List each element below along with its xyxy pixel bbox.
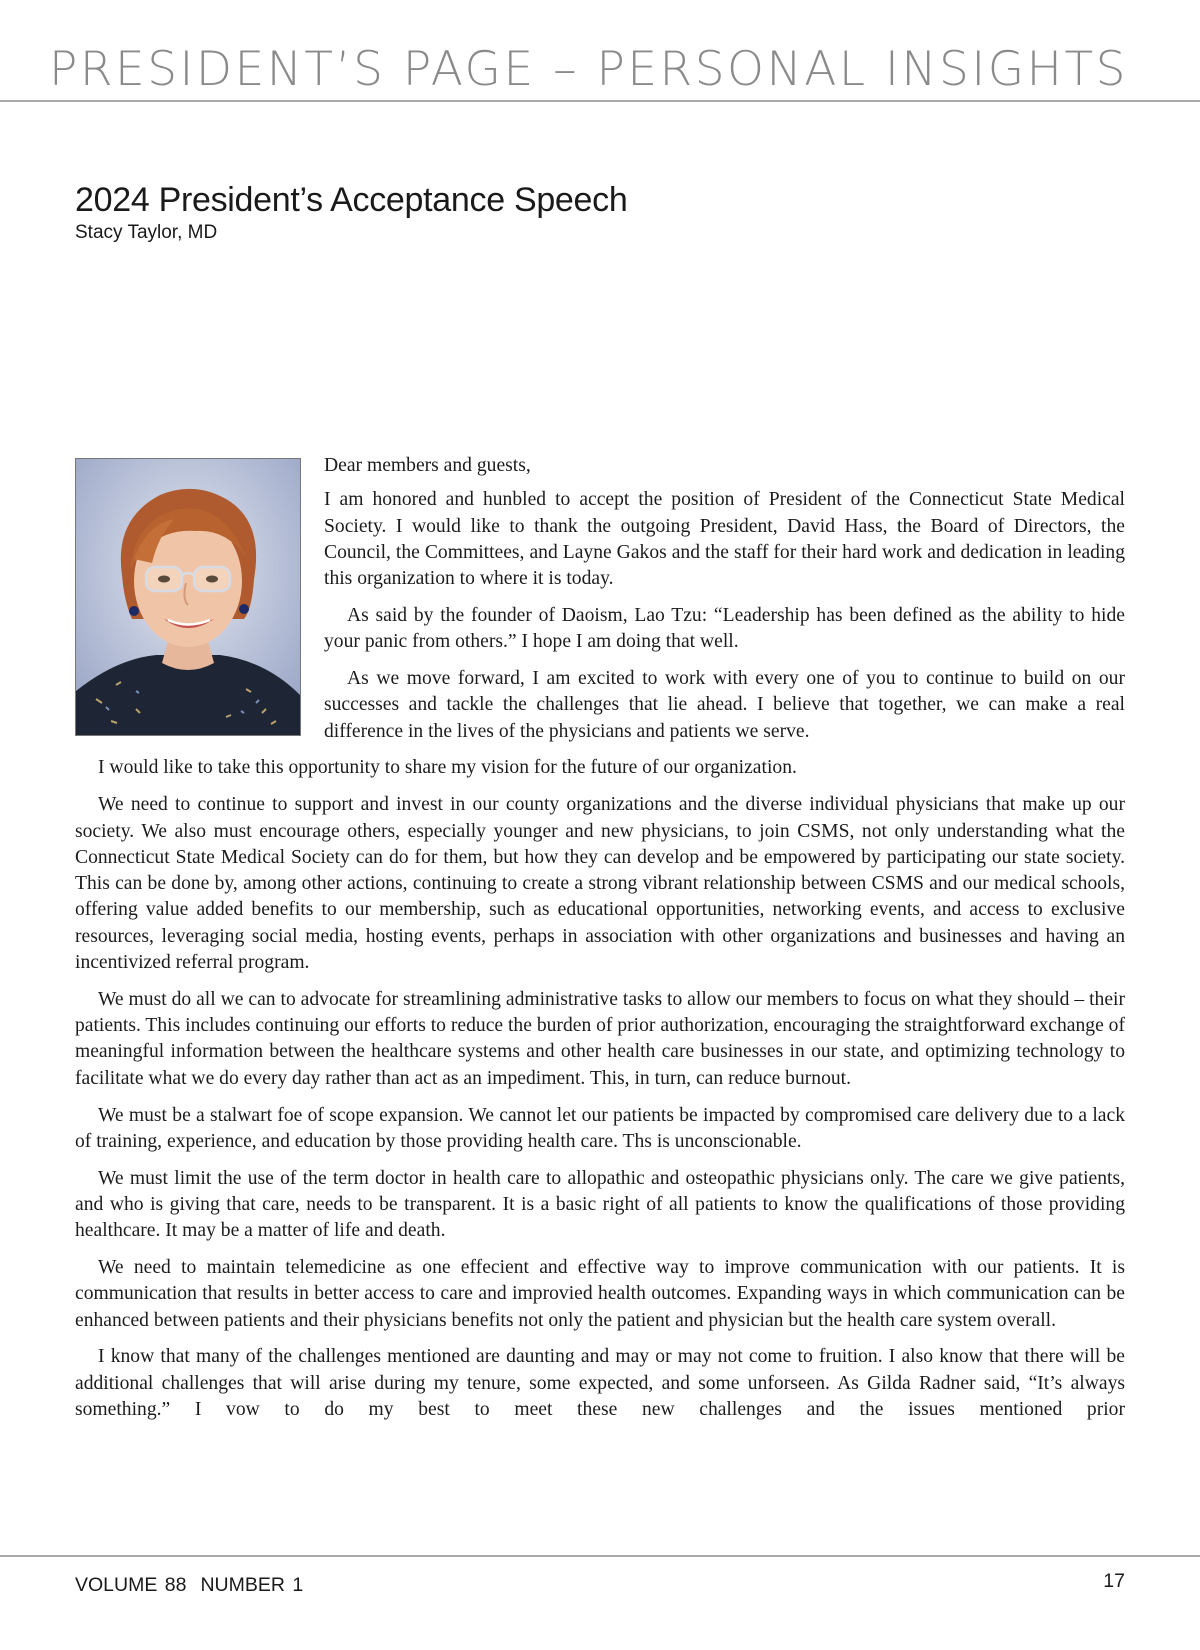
paragraph: We must limit the use of the term doctor in health care to allopathic and osteopathic physicians only. The care we give patients, and who is giving that care, needs to be transparent. It is a basic right of all patients to know the qualifications of those providing healthcare. It may be a matter of life and death. (75, 1167, 1125, 1242)
paragraph: I would like to take this opportunity to share my vision for the future of our organization. (98, 757, 797, 779)
paragraph: I know that many of the challenges mentioned are daunting and may or may not come to fruition. I also know that there will be additional challenges that will arise during my tenure, some expected, and some unforseen. As Gilda Radner said, “It’s always something.” I vow to do my best to meet these new challenges and the issues mentioned prior (75, 1346, 1125, 1420)
photo-spacer (75, 453, 324, 747)
paragraph: As said by the founder of Daoism, Lao Tzu: “Leadership has been defined as the ability to hide your panic from others.” I hope I am doing that well. (324, 604, 1125, 653)
volume-label: VOLUME 88 (75, 1574, 187, 1596)
section-header (0, 42, 1200, 102)
paragraph: We must be a stalwart foe of scope expansion. We cannot let our patients be impacted by compromised care delivery due to a lack of training, experience, and education by those providing health care. Ths is unconscionable. (75, 1104, 1125, 1152)
paragraph: I am honored and hunbled to accept the position of President of the Connecticut State Medical Society. I would like to thank the outgoing President, David Hass, the Board of Directors, the Council, the Committees, and Layne Gakos and the staff for their hard work and dedication in leading this organization to where it is today. (324, 489, 1125, 590)
paragraph: We need to maintain telemedicine as one effecient and effective way to improve communication with our patients. It is communication that results in better access to care and improvied health outcomes. Expanding ways in which communication can be enhanced between patients and their physicians benefits not only the patient and physician but the health care system overall. (75, 1257, 1125, 1331)
issue-number-label: NUMBER 1 (200, 1574, 304, 1596)
paragraph: We must do all we can to advocate for streamlining administrative tasks to allow our members to focus on what they should – their patients. This includes continuing our efforts to reduce the burden of prior authorization, encouraging the straightforward exchange of meaningful information between the healthcare systems and other health care businesses in our state, and optimizing technology to facilitate what we do every day rather than act as an impediment. This, in turn, can reduce burnout. (75, 988, 1125, 1089)
article-title: 2024 President’s Acceptance Speech (75, 181, 628, 219)
article-author: Stacy Taylor, MD (75, 222, 218, 243)
article-body (75, 453, 1125, 1434)
section-title: PRESIDENT’S PAGE – PERSONAL INSIGHTS (49, 42, 1128, 97)
footer-rule (0, 1555, 1200, 1557)
paragraph: We need to continue to support and invest in our county organizations and the diverse individual physicians that make up our society. We also must encourage others, especially younger and new physicians, to join CSMS, not only understanding what the Connecticut State Medical Society can do for them, but how they can develop and be empowered by participating our state society. This can be done by, among other actions, continuing to create a strong vibrant relationship between CSMS and our medical schools, offering value added benefits to our membership, such as educational opportunities, networking events, and access to exclusive resources, leveraging social media, hosting events, perhaps in association with other organizations and businesses and having an incentivized referral program. (75, 794, 1125, 974)
page-number: 17 (1103, 1570, 1125, 1592)
issue-info (75, 1574, 303, 1597)
paragraph: As we move forward, I am excited to work with every one of you to continue to build on our successes and tackle the challenges that lie ahead. I believe that together, we can make a real difference in the lives of the physicians and patients we serve. (324, 668, 1125, 742)
salutation: Dear members and guests, (324, 455, 531, 476)
